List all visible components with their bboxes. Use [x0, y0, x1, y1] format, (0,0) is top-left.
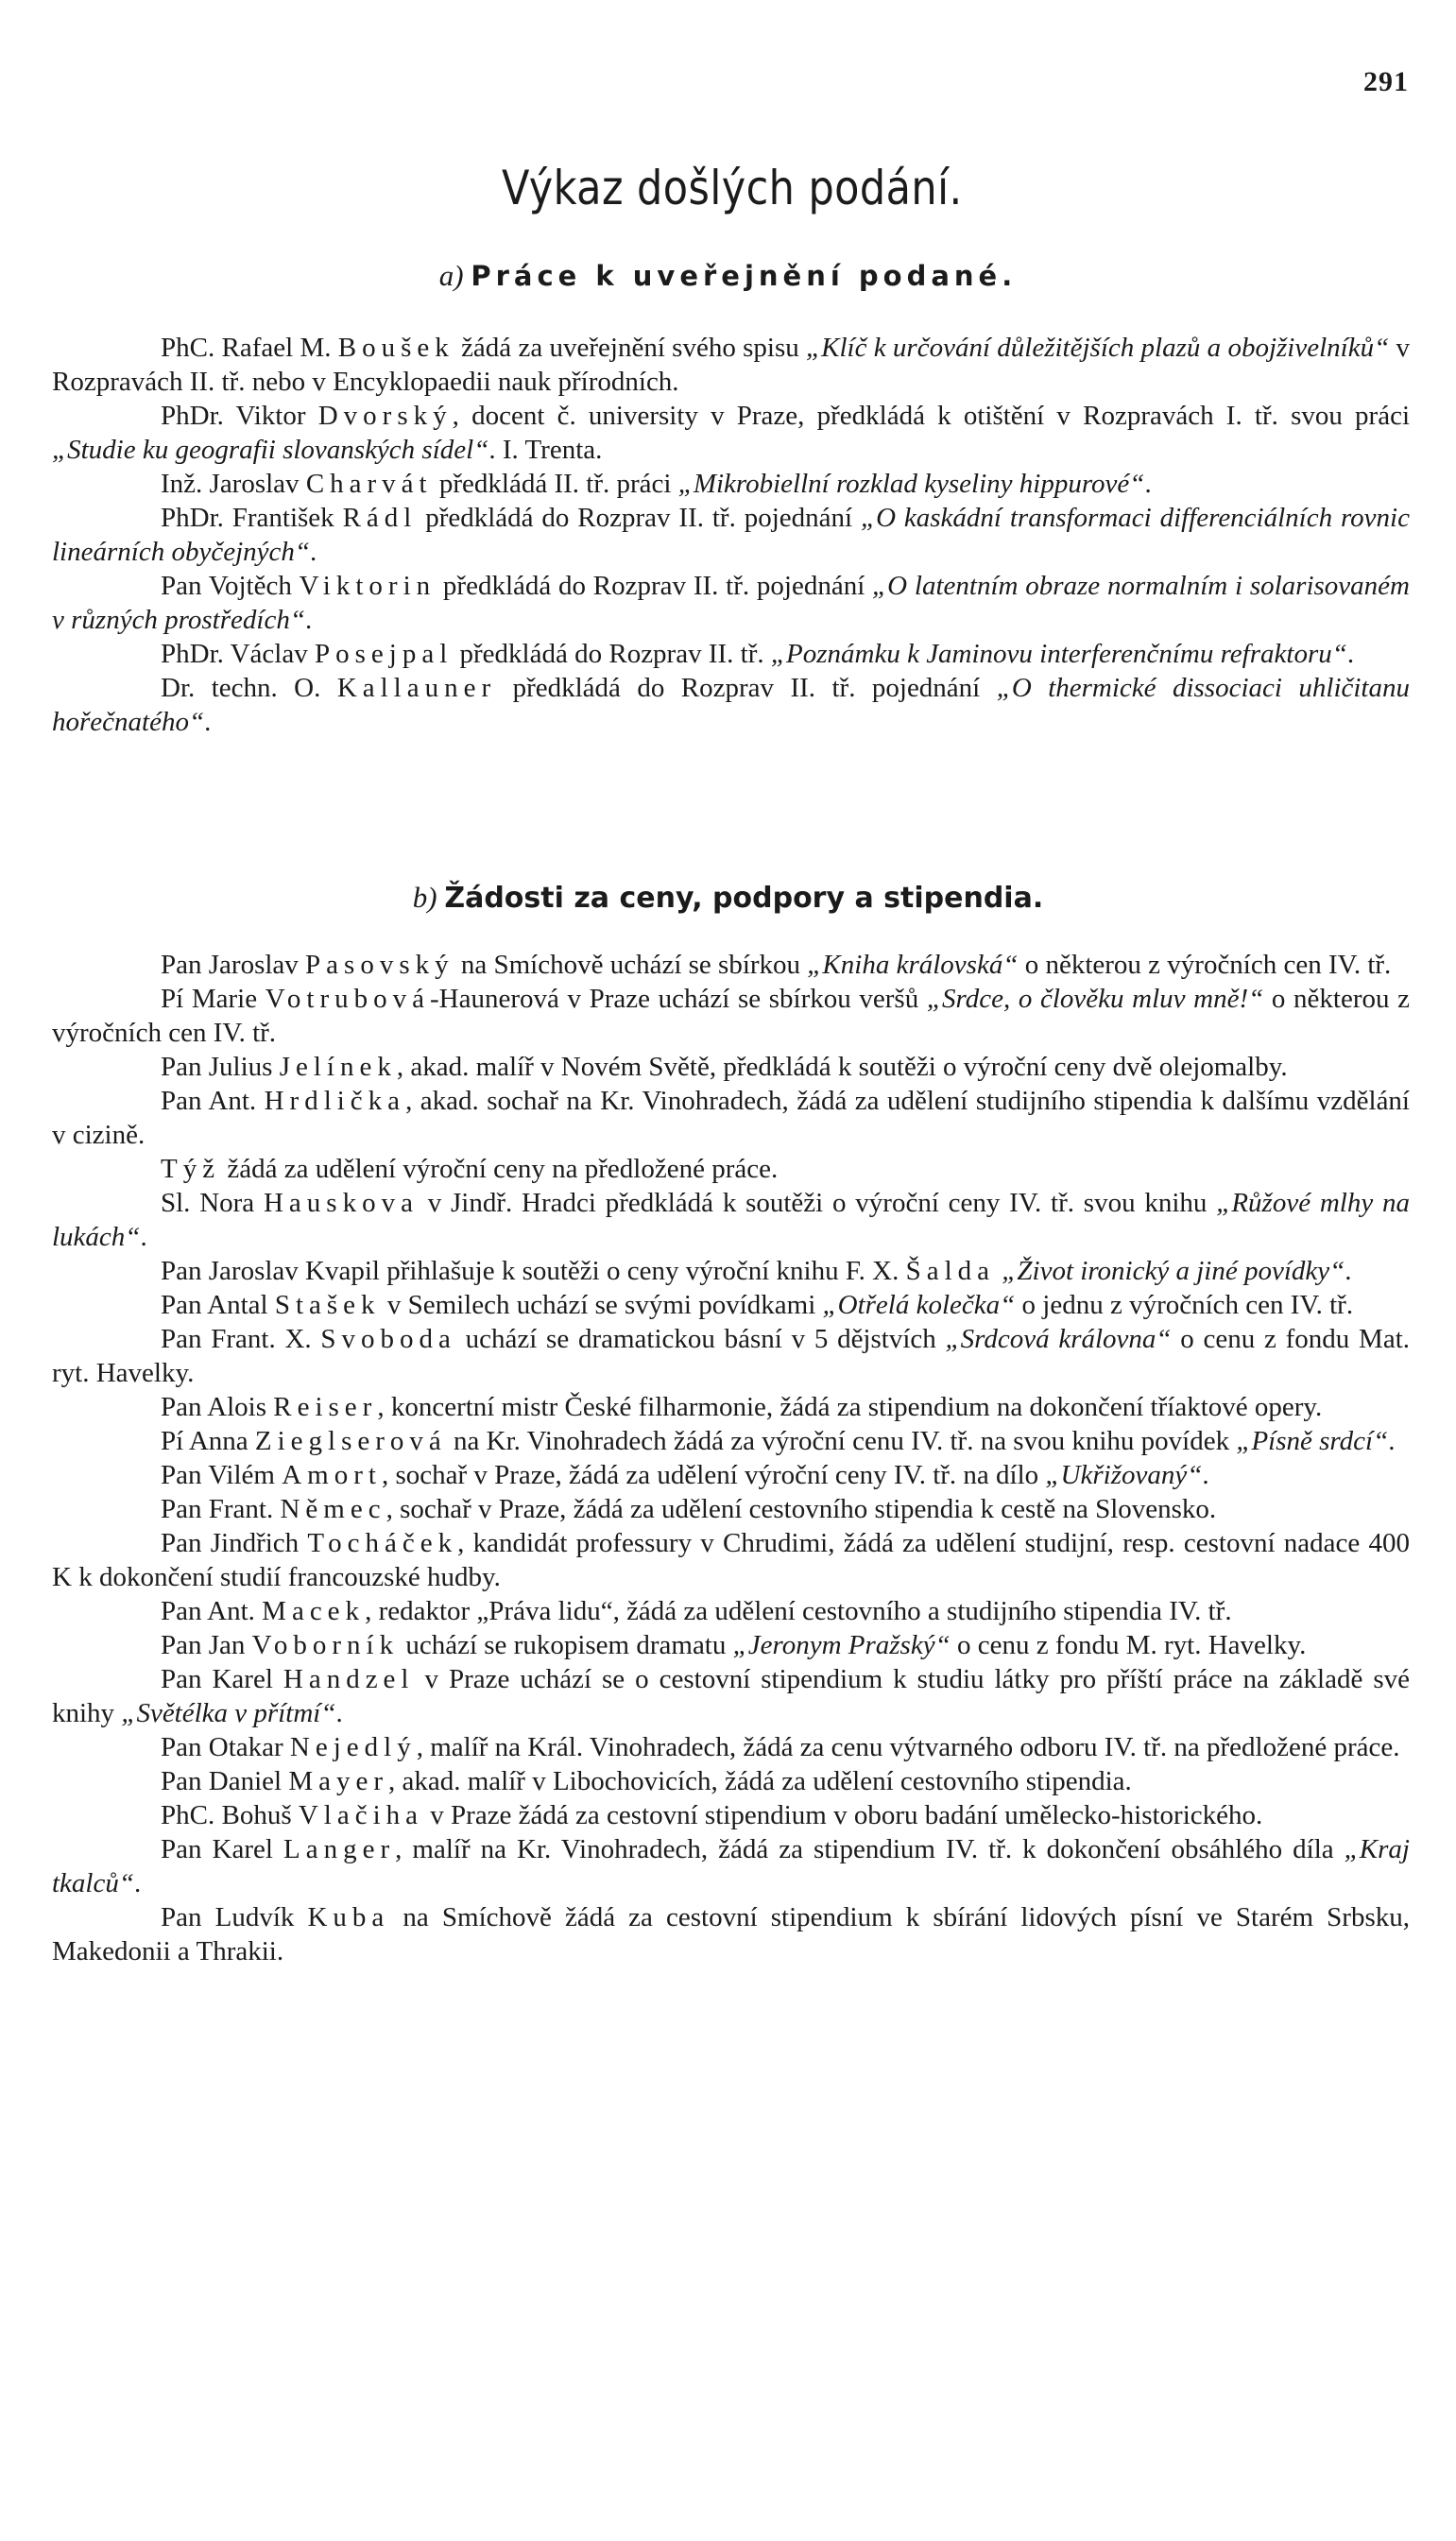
- entry-paragraph: [52, 1322, 1410, 1390]
- entry-paragraph: [52, 948, 1410, 982]
- entry-paragraph: [52, 1628, 1410, 1662]
- author-name: Votrubová: [265, 984, 430, 1014]
- entry-text: .: [1202, 1460, 1209, 1490]
- entry-paragraph: [52, 467, 1410, 501]
- author-name: Němec: [280, 1494, 386, 1524]
- entry-text: PhC. Rafael M.: [161, 333, 338, 363]
- author-name: Svoboda: [320, 1324, 456, 1354]
- entry-text: PhDr. František: [161, 503, 343, 533]
- entry-text: předkládá do Rozprav II. tř. pojednání: [436, 571, 873, 601]
- entry-text: , akad. malíř v Novém Světě, předkládá k soutěži o výroční ceny dvě olejomalby.: [396, 1052, 1288, 1082]
- section-b-entries: [52, 948, 1410, 1968]
- section-b-heading: [0, 881, 1456, 915]
- entry-text: Pan Julius: [161, 1052, 280, 1082]
- entry-text: Pan Antal: [161, 1290, 275, 1320]
- entry-text: o cenu z fondu Mat. ryt. Havelky.: [52, 1324, 1411, 1388]
- entry-text: Pan Jan: [161, 1630, 252, 1660]
- page-title: Výkaz došlých podání.: [502, 161, 963, 215]
- entry-paragraph: [52, 1594, 1410, 1628]
- entry-text: Sl. Nora: [161, 1188, 264, 1218]
- work-title: „Světélka v přítmí“: [121, 1698, 336, 1728]
- entry-text: Dr. techn. O.: [161, 673, 337, 703]
- author-name: Týž: [161, 1154, 221, 1184]
- entry-text: Pan Ant.: [161, 1086, 265, 1116]
- entry-text: Pan Otakar: [161, 1732, 290, 1762]
- entry-text: , sochař v Praze, žádá za udělení cestovního stipendia k cestě na Slovensko.: [385, 1494, 1217, 1524]
- work-title: „Kniha královská“: [807, 950, 1019, 980]
- entry-text: Pan Ludvík: [161, 1902, 308, 1932]
- entry-paragraph: [52, 1152, 1410, 1186]
- author-name: Tocháček: [307, 1528, 458, 1558]
- author-name: Hauskova: [263, 1188, 419, 1218]
- entry-text: uchází se rukopisem dramatu: [399, 1630, 733, 1660]
- work-title: „O kaskádní transformaci differenciálních rovnic lineárních obyčejných“: [52, 503, 1410, 567]
- author-name: Reiser: [273, 1392, 378, 1422]
- author-name: Handzel: [283, 1664, 415, 1694]
- entry-text: v Praze uchází se o cestovní stipendium k studiu látky pro příští práce na základě své knihy: [52, 1664, 1410, 1728]
- section-b-letter: b): [412, 881, 437, 914]
- entry-text: , akad. malíř v Libochovicích, žádá za udělení cestovního stipendia.: [388, 1766, 1132, 1796]
- author-name: Langer: [283, 1834, 396, 1864]
- entry-text: Pan Alois: [161, 1392, 274, 1422]
- entry-paragraph: [52, 1424, 1410, 1458]
- work-title: „Mikrobiellní rozklad kyseliny hippurové“: [677, 469, 1145, 499]
- entry-text: v Praze žádá za cestovní stipendium v oboru badání umělecko-historického.: [423, 1800, 1263, 1830]
- entry-text: žádá za uveřejnění svého spisu: [454, 333, 807, 363]
- work-title: „Otřelá kolečka“: [822, 1290, 1016, 1320]
- entry-text: předkládá do Rozprav II. tř. pojednání: [417, 503, 861, 533]
- author-name: Mayer: [288, 1766, 388, 1796]
- author-name: Voborník: [251, 1630, 400, 1660]
- work-title: „Jeronym Pražský“: [732, 1630, 951, 1660]
- author-name: Kuba: [307, 1902, 390, 1932]
- entry-paragraph: [52, 1084, 1410, 1152]
- entry-paragraph: [52, 1730, 1410, 1764]
- entry-text: Pan Jindřich: [161, 1528, 308, 1558]
- work-title: „Srdcová královna“: [945, 1324, 1172, 1354]
- entry-text: -Haunerová v Praze uchází se sbírkou veršů: [430, 984, 927, 1014]
- entry-text: .: [1346, 639, 1355, 669]
- author-name: Viktorin: [299, 571, 437, 601]
- section-b-title: Žádosti za ceny, podpory a stipendia.: [444, 882, 1044, 915]
- entry-paragraph: [52, 1764, 1410, 1798]
- entry-text: PhC. Bohuš: [161, 1800, 299, 1830]
- author-name: Nejedlý: [289, 1732, 417, 1762]
- entry-paragraph: [52, 1390, 1410, 1424]
- entry-paragraph: [52, 1050, 1410, 1084]
- entry-text: o některou z výročních cen IV. tř.: [52, 984, 1410, 1048]
- work-title: „Život ironický a jiné povídky“: [1002, 1256, 1345, 1286]
- entry-text: Pan Karel: [161, 1834, 283, 1864]
- entry-text: Pan Jaroslav: [161, 950, 306, 980]
- entry-text: Pan Karel: [161, 1664, 283, 1694]
- entry-text: v Semilech uchází se svými povídkami: [380, 1290, 823, 1320]
- entry-paragraph: [52, 1526, 1410, 1594]
- entry-text: .: [1345, 1256, 1352, 1286]
- entry-text: Pan Ant.: [161, 1596, 263, 1626]
- work-title: „Růžové mlhy na lukách“: [52, 1188, 1410, 1252]
- entry-text: na Kr. Vinohradech žádá za výroční cenu IV. tř. na svou knihu povídek: [446, 1426, 1237, 1456]
- work-title: „Studie ku geografii slovanských sídel“: [52, 435, 489, 465]
- entry-paragraph: [52, 1662, 1410, 1730]
- entry-text: na Smíchově uchází se sbírkou: [454, 950, 808, 980]
- entry-paragraph: [52, 1458, 1410, 1492]
- entry-text: , docent č. university v Praze, předkládá k otištění v Rozpravách I. tř. svou práci: [452, 401, 1411, 431]
- author-name: Posejpal: [314, 639, 454, 669]
- work-title: „Kraj tkalců“: [52, 1834, 1410, 1898]
- entry-paragraph: [52, 1798, 1410, 1832]
- author-name: Vlačiha: [298, 1800, 424, 1830]
- work-title: „Klíč k určování důležitějších plazů a obojživelníků“: [806, 333, 1390, 363]
- author-name: Dvorský: [317, 401, 453, 431]
- page-number: 291: [1363, 66, 1409, 97]
- entry-text: Pan Daniel: [161, 1766, 289, 1796]
- entry-text: , koncertní mistr České filharmonie, žádá za stipendium na dokončení tříaktové opery.: [377, 1392, 1323, 1422]
- work-title: „Poznámku k Jaminovu interferenčnímu refraktoru“: [770, 639, 1347, 669]
- entry-paragraph: [52, 637, 1410, 671]
- entry-text: , akad. sochař na Kr. Vinohradech, žádá za udělení studijního stipendia k dalšímu vzdělání v cizině.: [52, 1086, 1410, 1150]
- entry-paragraph: [52, 1492, 1410, 1526]
- entry-text: .: [1144, 469, 1152, 499]
- entry-text: .: [204, 707, 212, 737]
- entry-text: předkládá II. tř. práci: [432, 469, 678, 499]
- entry-text: v Rozpravách II. tř. nebo v Encyklopaedii nauk přírodních.: [52, 333, 1410, 397]
- work-title: „O latentním obraze normalním i solarisovaném v různých prostředích“: [52, 571, 1410, 635]
- entry-text: .: [304, 605, 313, 635]
- entry-text: .: [310, 537, 317, 567]
- author-name: Charvát: [305, 469, 433, 499]
- entry-text: PhDr. Václav: [161, 639, 315, 669]
- entry-text: Pan Vojtěch: [161, 571, 300, 601]
- entry-text: uchází se dramatickou básní v 5 dějstvích: [455, 1324, 946, 1354]
- author-name: Rádl: [342, 503, 418, 533]
- work-title: „O thermické dissociaci uhličitanu hořečnatého“: [52, 673, 1410, 737]
- entry-paragraph: [52, 1186, 1410, 1254]
- section-a-entries: [52, 331, 1410, 739]
- entry-paragraph: [52, 1900, 1410, 1968]
- author-name: Macek: [262, 1596, 366, 1626]
- entry-paragraph: [52, 331, 1410, 399]
- work-title: „Srdce, o člověku mluv mně!“: [926, 984, 1264, 1014]
- entry-text: Pan Vilém: [161, 1460, 283, 1490]
- author-name: Pasovský: [305, 950, 454, 980]
- entry-text: , kandidát professury v Chrudimi, žádá za udělení studijní, resp. cestovní nadace 400 K k dokončení studií francouzské hudby.: [52, 1528, 1410, 1592]
- entry-text: předkládá do Rozprav II. tř.: [453, 639, 771, 669]
- entry-text: Pan Jaroslav Kvapil přihlašuje k soutěži o ceny výroční knihu F. X.: [161, 1256, 906, 1286]
- entry-text: Pan Frant. X.: [161, 1324, 321, 1354]
- entry-text: na Smíchově žádá za cestovní stipendium k sbírání lidových písní ve Starém Srbsku, Makedonii a Thrakii.: [52, 1902, 1410, 1966]
- entry-paragraph: [52, 982, 1410, 1050]
- work-title: „Ukřižovaný“: [1045, 1460, 1203, 1490]
- entry-paragraph: [52, 1832, 1410, 1900]
- author-name: Hrdlička: [264, 1086, 406, 1116]
- entry-paragraph: [52, 1288, 1410, 1322]
- author-name: Jelínek: [279, 1052, 397, 1082]
- author-name: Boušek: [337, 333, 454, 363]
- section-a-heading: [0, 259, 1456, 293]
- entry-text: o cenu z fondu M. ryt. Havelky.: [950, 1630, 1307, 1660]
- entry-text: Pí Anna: [161, 1426, 255, 1456]
- author-name: Kallauner: [336, 673, 497, 703]
- entry-text: Pí Marie: [161, 984, 266, 1014]
- entry-text: , malíř na Kr. Vinohradech, žádá za stipendium IV. tř. k dokončení obsáhlého díla: [395, 1834, 1345, 1864]
- entry-text: .: [1388, 1426, 1396, 1456]
- author-name: Amort: [282, 1460, 382, 1490]
- entry-paragraph: [52, 671, 1410, 739]
- section-a-title: Práce k uveřejnění podané.: [471, 260, 1018, 292]
- work-title: „Písně srdcí“: [1236, 1426, 1389, 1456]
- entry-text: předkládá do Rozprav II. tř. pojednání: [496, 673, 997, 703]
- author-name: Stašek: [274, 1290, 381, 1320]
- entry-text: PhDr. Viktor: [161, 401, 318, 431]
- entry-text: žádá za udělení výroční ceny na předložené práce.: [220, 1154, 779, 1184]
- entry-paragraph: [52, 399, 1410, 467]
- author-name: Šalda: [905, 1256, 996, 1286]
- entry-paragraph: [52, 569, 1410, 637]
- entry-text: .: [134, 1868, 142, 1898]
- entry-text: .: [335, 1698, 343, 1728]
- entry-text: . I. Trenta.: [488, 435, 603, 465]
- entry-text: Pan Frant.: [161, 1494, 281, 1524]
- entry-text: , sochař v Praze, žádá za udělení výroční ceny IV. tř. na dílo: [381, 1460, 1046, 1490]
- entry-text: o jednu z výročních cen IV. tř.: [1015, 1290, 1354, 1320]
- entry-text: .: [140, 1222, 147, 1252]
- entry-paragraph: [52, 1254, 1410, 1288]
- entry-text: o některou z výročních cen IV. tř.: [1018, 950, 1392, 980]
- entry-text: , redaktor „Práva lidu“, žádá za udělení cestovního a studijního stipendia IV. tř.: [365, 1596, 1232, 1626]
- section-a-letter: a): [438, 259, 464, 292]
- entry-paragraph: [52, 501, 1410, 569]
- entry-text: , malíř na Král. Vinohradech, žádá za cenu výtvarného odboru IV. tř. na předložené práce.: [416, 1732, 1400, 1762]
- entry-text: Inž. Jaroslav: [161, 469, 306, 499]
- entry-text: v Jindř. Hradci předkládá k soutěži o výroční ceny IV. tř. svou knihu: [418, 1188, 1217, 1218]
- author-name: Zieglserová: [254, 1426, 447, 1456]
